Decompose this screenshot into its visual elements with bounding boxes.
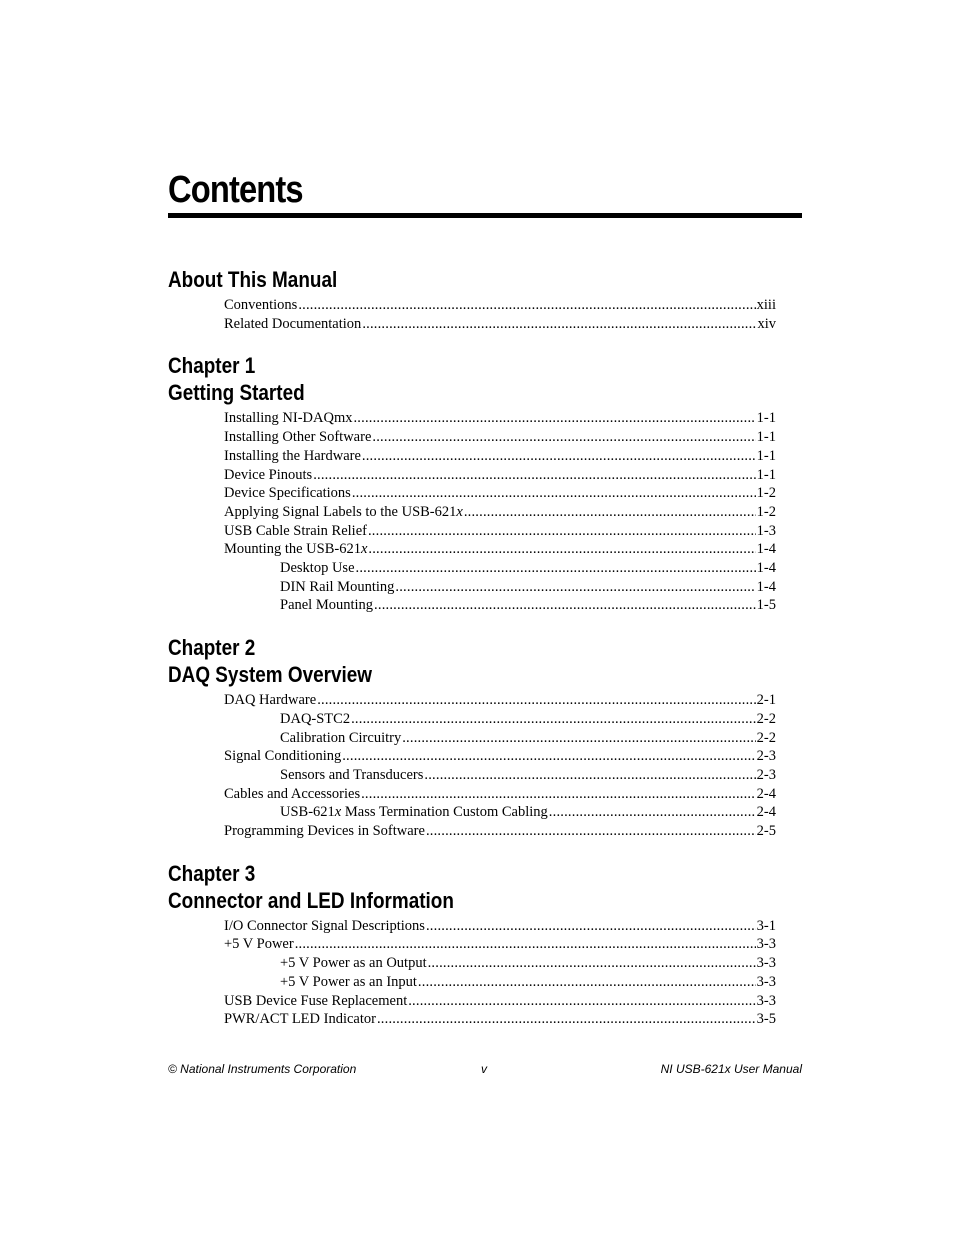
section-heading: Getting Started	[168, 380, 305, 406]
toc-entry[interactable]	[224, 503, 776, 522]
toc-entry-title: Calibration Circuitry	[280, 729, 402, 746]
toc-entry[interactable]	[224, 522, 776, 541]
toc-entry-page: 3-3	[756, 936, 776, 953]
toc-entry-page: 1-4	[756, 541, 776, 558]
toc-section	[168, 352, 802, 615]
dot-leader	[426, 917, 756, 936]
toc-entry-title: DIN Rail Mounting	[280, 578, 395, 595]
toc-entry-title: DAQ Hardware	[224, 692, 317, 709]
dot-leader	[351, 710, 756, 729]
page-title: Contents	[168, 169, 303, 211]
dot-leader	[356, 559, 756, 578]
footer-copyright: © National Instruments Corporation	[168, 1062, 357, 1076]
toc-entry[interactable]	[224, 428, 776, 447]
toc-entry-page: 3-3	[756, 973, 776, 990]
toc-entry-list	[168, 409, 802, 615]
dot-leader	[317, 691, 755, 710]
dot-leader	[313, 466, 755, 485]
dot-leader	[361, 785, 756, 804]
footer-page-number: v	[481, 1062, 487, 1076]
toc-entry-page: 1-4	[756, 560, 776, 577]
footer-manual-title: NI USB-621x User Manual	[660, 1062, 802, 1076]
toc-entry-page: 1-2	[756, 503, 776, 520]
toc-entry-page: 2-4	[756, 804, 776, 821]
toc-entry-page: xiii	[756, 297, 776, 313]
toc-entry-title: Installing Other Software	[224, 429, 372, 446]
toc-section	[168, 860, 802, 1029]
toc-entry-page: 1-1	[756, 410, 776, 427]
section-heading: Chapter 3	[168, 860, 256, 886]
dot-leader	[408, 992, 755, 1011]
toc-entry[interactable]	[224, 785, 776, 804]
toc-entry-title: Panel Mounting	[280, 597, 374, 614]
title-rule	[168, 213, 802, 218]
toc-entry-title: Programming Devices in Software	[224, 823, 425, 840]
toc-entry[interactable]	[224, 409, 776, 428]
toc-entry-title: Desktop Use	[280, 560, 355, 577]
toc-entry-title: USB Cable Strain Relief	[224, 522, 367, 539]
toc-entry-page: 2-1	[756, 692, 776, 709]
section-heading: DAQ System Overview	[168, 662, 373, 688]
dot-leader	[377, 1010, 756, 1029]
toc-entry-page: 3-5	[756, 1011, 776, 1028]
toc-entry-title: I/O Connector Signal Descriptions	[224, 917, 425, 934]
toc-entry-page: 1-1	[756, 429, 776, 446]
toc-entry-title: Sensors and Transducers	[280, 766, 424, 783]
dot-leader	[426, 822, 756, 841]
toc-entry[interactable]	[280, 973, 776, 992]
toc-entry-title: Applying Signal Labels to the USB-621x	[224, 503, 463, 520]
toc-entry-title: Installing the Hardware	[224, 447, 361, 464]
toc-entry-title: +5 V Power	[224, 936, 294, 953]
dot-leader	[395, 578, 755, 597]
toc-entry[interactable]	[224, 691, 776, 710]
dot-leader	[368, 522, 756, 541]
toc-section	[168, 266, 802, 333]
toc-entry-page: 2-4	[756, 785, 776, 802]
page-footer	[168, 1062, 802, 1078]
dot-leader	[352, 484, 756, 503]
toc-entry-page: 2-3	[756, 766, 776, 783]
toc-entry-title: Conventions	[224, 297, 298, 313]
toc-entry[interactable]	[224, 992, 776, 1011]
toc-entry[interactable]	[280, 710, 776, 729]
table-of-contents	[168, 266, 802, 1029]
toc-entry[interactable]	[224, 935, 776, 954]
toc-entry[interactable]	[224, 917, 776, 936]
toc-entry-page: 1-1	[756, 466, 776, 483]
toc-entry-page: 3-1	[756, 917, 776, 934]
section-heading: Connector and LED Information	[168, 887, 454, 913]
toc-entry[interactable]	[224, 540, 776, 559]
toc-entry-title: +5 V Power as an Output	[280, 955, 427, 972]
toc-entry[interactable]	[224, 447, 776, 466]
toc-entry[interactable]	[224, 1010, 776, 1029]
dot-leader	[424, 766, 755, 785]
dot-leader	[353, 409, 755, 428]
toc-section	[168, 634, 802, 841]
toc-entry-title: Device Specifications	[224, 485, 351, 502]
dot-leader	[418, 973, 756, 992]
toc-entry[interactable]	[224, 466, 776, 485]
toc-entry-page: 1-5	[756, 597, 776, 614]
toc-entry[interactable]	[224, 747, 776, 766]
toc-entry-title: PWR/ACT LED Indicator	[224, 1011, 376, 1028]
toc-entry-page: 1-3	[756, 522, 776, 539]
section-heading: Chapter 1	[168, 353, 256, 379]
dot-leader	[295, 935, 756, 954]
dot-leader	[428, 954, 756, 973]
toc-entry-page: 1-4	[756, 578, 776, 595]
toc-entry-title: Device Pinouts	[224, 466, 313, 483]
toc-entry[interactable]	[280, 559, 776, 578]
toc-entry[interactable]	[224, 484, 776, 503]
toc-entry-title: Cables and Accessories	[224, 785, 361, 802]
toc-entry-title: Signal Conditioning	[224, 748, 342, 765]
dot-leader	[549, 803, 756, 822]
toc-entry-title: Mounting the USB-621x	[224, 541, 368, 558]
toc-entry[interactable]	[280, 596, 776, 615]
toc-entry-list	[168, 691, 802, 841]
toc-entry-page: xiv	[757, 315, 776, 332]
dot-leader	[372, 428, 755, 447]
section-heading: About This Manual	[168, 267, 338, 292]
toc-entry-title: +5 V Power as an Input	[280, 973, 417, 990]
toc-entry-page: 2-2	[756, 710, 776, 727]
toc-entry-page: 2-3	[756, 748, 776, 765]
toc-entry[interactable]	[224, 315, 776, 334]
toc-entry[interactable]	[280, 578, 776, 597]
toc-entry-page: 2-5	[756, 823, 776, 840]
toc-entry-page: 1-1	[756, 447, 776, 464]
toc-entry-title: USB Device Fuse Replacement	[224, 992, 408, 1009]
dot-leader	[362, 315, 756, 334]
toc-entry-list	[168, 296, 802, 333]
toc-entry[interactable]	[280, 766, 776, 785]
toc-entry-page: 1-2	[756, 485, 776, 502]
toc-entry[interactable]	[224, 296, 776, 315]
toc-entry-page: 3-3	[756, 992, 776, 1009]
toc-entry[interactable]	[280, 729, 776, 748]
toc-entry[interactable]	[280, 803, 776, 822]
toc-entry-title: Installing NI-DAQmx	[224, 410, 353, 427]
toc-entry-title: Related Documentation	[224, 315, 362, 332]
toc-entry-title: USB-621x Mass Termination Custom Cabling	[280, 804, 548, 821]
dot-leader	[368, 540, 755, 559]
dot-leader	[342, 747, 755, 766]
dot-leader	[362, 447, 756, 466]
toc-entry-list	[168, 917, 802, 1029]
dot-leader	[402, 729, 755, 748]
toc-entry-page: 3-3	[756, 955, 776, 972]
dot-leader	[464, 503, 756, 522]
toc-entry-title: DAQ-STC2	[280, 710, 351, 727]
dot-leader	[374, 596, 756, 615]
toc-entry-page: 2-2	[756, 729, 776, 746]
toc-entry[interactable]	[280, 954, 776, 973]
section-heading: Chapter 2	[168, 635, 256, 661]
toc-entry[interactable]	[224, 822, 776, 841]
dot-leader	[298, 296, 755, 315]
